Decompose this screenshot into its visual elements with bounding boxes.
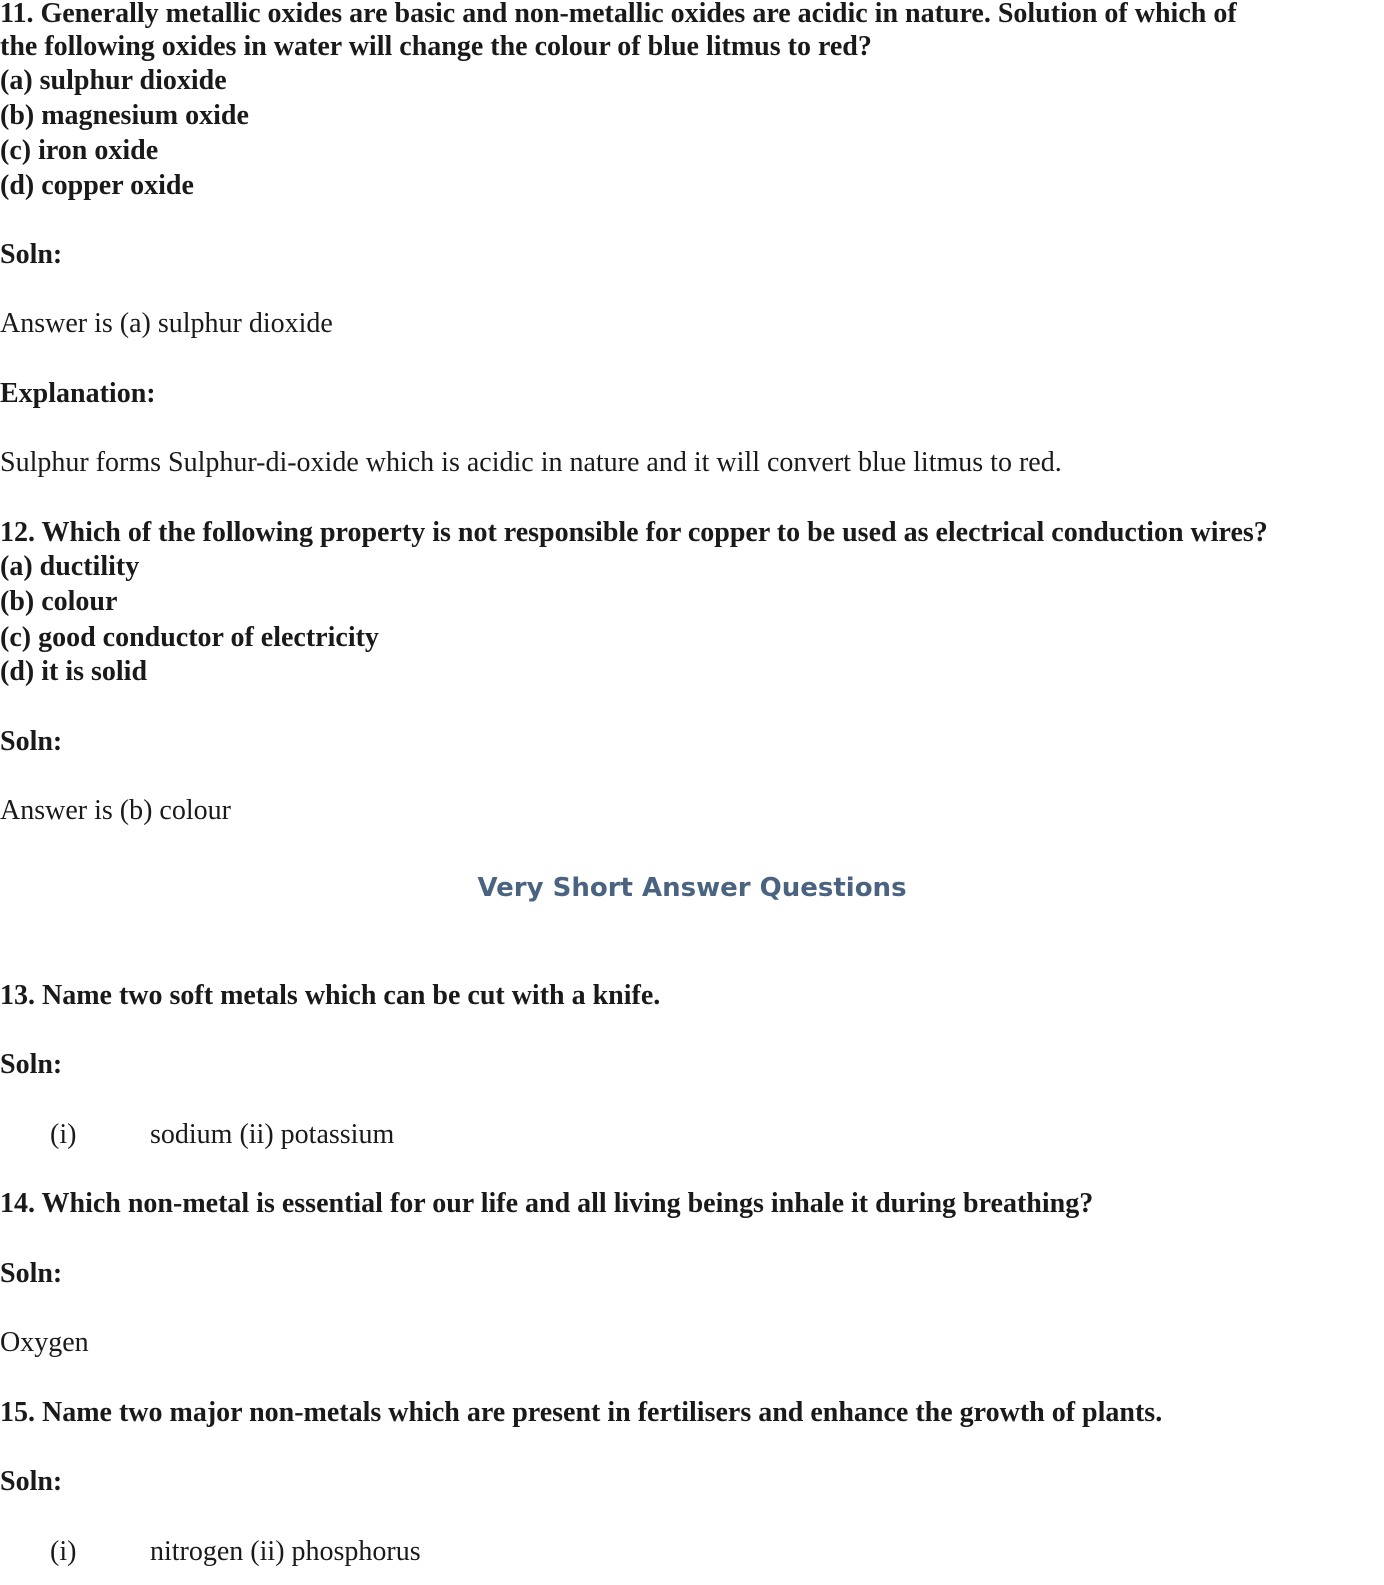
question-12-option-a: (a) ductility	[0, 551, 140, 582]
section-heading: Very Short Answer Questions	[477, 873, 907, 903]
question-14-text: 14. Which non-metal is essential for our life and all living beings inhale it during breathing?	[0, 1188, 1094, 1219]
question-11-option-b: (b) magnesium oxide	[0, 100, 249, 131]
question-13-text: 13. Name two soft metals which can be cut with a knife.	[0, 980, 661, 1011]
question-12-soln-label: Soln:	[0, 726, 63, 757]
question-15-text: 15. Name two major non-metals which are present in fertilisers and enhance the growth of plants.	[0, 1397, 1163, 1428]
question-11-line-2: the following oxides in water will change the colour of blue litmus to red?	[0, 31, 872, 62]
question-11-soln-label: Soln:	[0, 239, 63, 270]
question-11-line-1: 11. Generally metallic oxides are basic and non-metallic oxides are acidic in nature. Solution of which of	[0, 0, 1237, 29]
question-11-answer: Answer is (a) sulphur dioxide	[0, 308, 333, 339]
question-11-explanation: Sulphur forms Sulphur-di-oxide which is acidic in nature and it will convert blue litmus to red.	[0, 447, 1062, 478]
answer-list-number: (i)	[50, 1119, 77, 1150]
question-11-option-a: (a) sulphur dioxide	[0, 65, 227, 96]
answer-list-text: sodium (ii) potassium	[150, 1119, 395, 1150]
question-11-option-c: (c) iron oxide	[0, 135, 159, 166]
question-11-explanation-label: Explanation:	[0, 378, 156, 409]
question-14-answer: Oxygen	[0, 1327, 89, 1358]
question-12-answer: Answer is (b) colour	[0, 795, 231, 826]
answer-list-text: nitrogen (ii) phosphorus	[150, 1536, 421, 1567]
answer-list-number: (i)	[50, 1536, 77, 1567]
question-14-soln-label: Soln:	[0, 1258, 63, 1289]
question-12-option-d: (d) it is solid	[0, 656, 148, 687]
question-12-option-b: (b) colour	[0, 586, 118, 617]
question-12-option-c: (c) good conductor of electricity	[0, 622, 379, 653]
question-15-soln-label: Soln:	[0, 1466, 63, 1497]
question-13-soln-label: Soln:	[0, 1049, 63, 1080]
question-12-text: 12. Which of the following property is not responsible for copper to be used as electrical conduction wires?	[0, 517, 1268, 548]
question-11-option-d: (d) copper oxide	[0, 170, 194, 201]
